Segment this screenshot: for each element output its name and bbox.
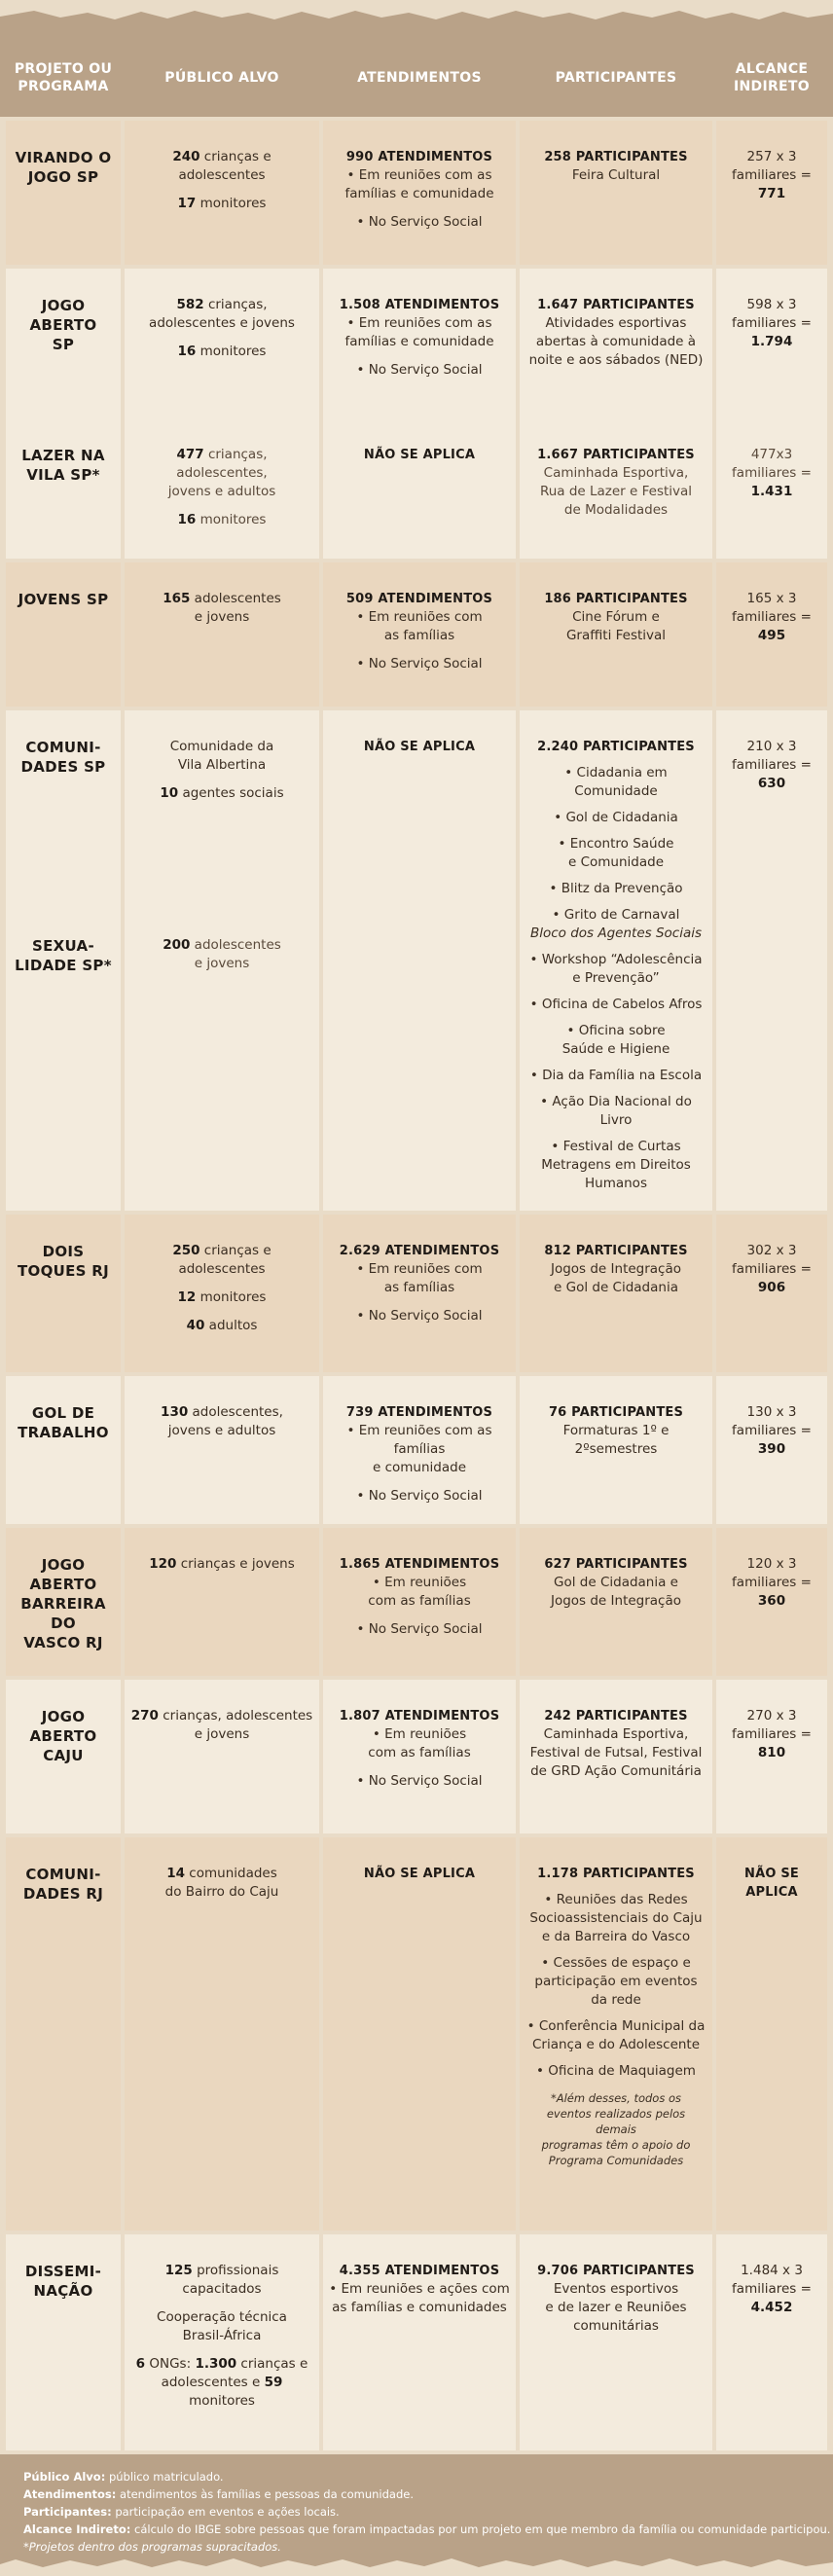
header-project: PROJETO OU PROGRAMA bbox=[14, 61, 113, 94]
public-cell: Comunidade da Vila Albertina 10 agentes sociais 200 adolescentes e jovens bbox=[125, 710, 319, 1211]
list-item: • Blitz da Prevenção bbox=[549, 881, 683, 896]
reach-cell: 257 x 3 familiares = 771 bbox=[716, 121, 827, 265]
program-name: SEXUA- LIDADE SP* bbox=[15, 937, 112, 974]
program-name: COMUNI- DADES RJ bbox=[22, 1866, 104, 1903]
program-name: DOIS TOQUES RJ bbox=[17, 1243, 110, 1280]
reach-cell: 210 x 3 familiares = 630 bbox=[716, 710, 827, 1211]
header-public: PÚBLICO ALVO bbox=[164, 70, 279, 86]
list-item: • Oficina sobre Saúde e Higiene bbox=[561, 1023, 670, 1057]
public-cell: 270 crianças, adolescentes e jovens bbox=[125, 1680, 319, 1833]
public-cell: 120 crianças e jovens bbox=[125, 1528, 319, 1676]
list-item: • Cidadania em Comunidade bbox=[564, 765, 668, 799]
reach-cell: 130 x 3 familiares = 390 bbox=[716, 1376, 827, 1524]
reach-cell: 1.484 x 3 familiares = 4.452 bbox=[716, 2234, 827, 2450]
table-row bbox=[6, 562, 827, 707]
attendance-cell: 2.629 ATENDIMENTOS • Em reuniões com as famílias • No Serviço Social bbox=[323, 1215, 516, 1372]
public-cell: 130 adolescentes, jovens e adultos bbox=[125, 1376, 319, 1524]
header-indirect-reach: ALCANCE INDIRETO bbox=[734, 61, 810, 94]
table-row bbox=[6, 121, 827, 265]
participants-cell: 242 PARTICIPANTES Caminhada Esportiva, Festival de Futsal, Festival de GRD Ação Comunitária bbox=[520, 1680, 712, 1833]
attendance-cell: 1.508 ATENDIMENTOS • Em reuniões com as famílias e comunidade • No Serviço Social NÃO SE APLICA bbox=[323, 269, 516, 559]
public-cell: 125 profissionais capacitados Cooperação técnica Brasil-África 6 ONGs: 1.300 crianças e adolescentes e 59 monitores bbox=[125, 2234, 319, 2450]
participants-cell: 2.240 PARTICIPANTES • Cidadania em Comunidade • Gol de Cidadania • Encontro Saúde e Comunidade • Blitz da Prevenção • Grito de Carnaval Bloco dos Agentes Sociais • Workshop “Adolescência e Prevenção” • Oficina de Cabelos Afros • Oficina sobre Saúde e Higiene • Dia da Família na Escola • Ação Dia Nacional do Livro • Festival de Curtas Metragens em Direitos Humanos bbox=[520, 710, 712, 1211]
participants-cell: 186 PARTICIPANTES Cine Fórum e Graffiti Festival bbox=[520, 562, 712, 707]
attendance-cell: 739 ATENDIMENTOS • Em reuniões com as famílias e comunidade • No Serviço Social bbox=[323, 1376, 516, 1524]
public-cell: 165 adolescentes e jovens bbox=[125, 562, 319, 707]
public-cell: 240 crianças e adolescentes 17 monitores bbox=[125, 121, 319, 265]
legend-footer bbox=[0, 2454, 833, 2576]
attendance-cell: 990 ATENDIMENTOS • Em reuniões com as famílias e comunidade • No Serviço Social bbox=[323, 121, 516, 265]
participants-cell: 1.647 PARTICIPANTES Atividades esportivas abertas à comunidade à noite e aos sábados (NED) 1.667 PARTICIPANTES Caminhada Esportiva, Rua de Lazer e Festival de Modalidades bbox=[520, 269, 712, 559]
torn-edge-top bbox=[0, 0, 833, 29]
torn-edge-bottom bbox=[0, 2555, 833, 2576]
participants-cell: 258 PARTICIPANTES Feira Cultural bbox=[520, 121, 712, 265]
attendance-cell: NÃO SE APLICA bbox=[323, 710, 516, 1211]
table-row bbox=[6, 1680, 827, 1833]
list-item: • Cessões de espaço e participação em eventos da rede bbox=[534, 1955, 698, 2008]
participants-cell: 627 PARTICIPANTES Gol de Cidadania e Jogos de Integração bbox=[520, 1528, 712, 1676]
participants-note: *Além desses, todos os eventos realizados pelos demais programas têm o apoio do Programa Comunidades bbox=[541, 2091, 691, 2167]
table-row bbox=[6, 1376, 827, 1524]
participants-cell: 9.706 PARTICIPANTES Eventos esportivos e de lazer e Reuniões comunitárias bbox=[520, 2234, 712, 2450]
list-item: • Oficina de Cabelos Afros bbox=[529, 997, 703, 1012]
reach-cell: 598 x 3 familiares = 1.794 477x3 familiares = 1.431 bbox=[716, 269, 827, 559]
participants-cell: 1.178 PARTICIPANTES • Reuniões das Redes Socioassistenciais do Caju e da Barreira do Vasco • Cessões de espaço e participação em eventos da rede • Conferência Municipal da Criança e do Adolescente • Oficina de Maquiagem *Além desses, todos os eventos realizados pelos demais programas têm o apoio do Programa Comunidades bbox=[520, 1837, 712, 2231]
reach-cell: 302 x 3 familiares = 906 bbox=[716, 1215, 827, 1372]
table-header bbox=[0, 0, 833, 117]
program-name: DISSEMI- NAÇÃO bbox=[24, 2263, 102, 2300]
table-row bbox=[6, 1215, 827, 1372]
list-item: • Grito de Carnaval Bloco dos Agentes Sociais bbox=[529, 907, 703, 941]
attendance-cell: NÃO SE APLICA bbox=[323, 1837, 516, 2231]
table-row bbox=[6, 1528, 827, 1676]
list-item: • Festival de Curtas Metragens em Direitos Humanos bbox=[541, 1139, 691, 1191]
program-name: JOGO ABERTO CAJU bbox=[29, 1708, 97, 1764]
program-name: GOL DE TRABALHO bbox=[18, 1404, 109, 1441]
participants-cell: 76 PARTICIPANTES Formaturas 1º e 2ºsemestres bbox=[520, 1376, 712, 1524]
header-attendance: ATENDIMENTOS bbox=[357, 70, 482, 86]
program-name: JOGO ABERTO BARREIRA DO VASCO RJ bbox=[20, 1556, 106, 1651]
attendance-cell: 509 ATENDIMENTOS • Em reuniões com as famílias • No Serviço Social bbox=[323, 562, 516, 707]
attendance-cell: 1.807 ATENDIMENTOS • Em reuniões com as famílias • No Serviço Social bbox=[323, 1680, 516, 1833]
legend-participants: Participantes: participação em eventos e ações locais. bbox=[23, 2505, 340, 2519]
list-item: • Ação Dia Nacional do Livro bbox=[540, 1094, 692, 1128]
reach-cell: 120 x 3 familiares = 360 bbox=[716, 1528, 827, 1676]
legend-footnote: *Projetos dentro dos programas supracitados. bbox=[23, 2540, 281, 2554]
list-item: • Reuniões das Redes Socioassistenciais do Caju e da Barreira do Vasco bbox=[529, 1892, 703, 1944]
table-row bbox=[6, 710, 827, 1211]
legend-attendance: Atendimentos: atendimentos às famílias e pessoas da comunidade. bbox=[23, 2487, 415, 2501]
public-cell: 582 crianças, adolescentes e jovens 16 monitores 477 crianças, adolescentes, jovens e adultos 16 monitores bbox=[125, 269, 319, 559]
participants-cell: 812 PARTICIPANTES Jogos de Integração e Gol de Cidadania bbox=[520, 1215, 712, 1372]
program-name: JOGO ABERTO SP bbox=[29, 297, 97, 353]
legend-public: Público Alvo: público matriculado. bbox=[23, 2470, 224, 2484]
table-row bbox=[6, 269, 827, 559]
list-item: • Gol de Cidadania bbox=[554, 810, 678, 825]
public-cell: 250 crianças e adolescentes 12 monitores 40 adultos bbox=[125, 1215, 319, 1372]
reach-cell: 165 x 3 familiares = 495 bbox=[716, 562, 827, 707]
list-item: • Encontro Saúde e Comunidade bbox=[558, 836, 674, 870]
legend-indirect: Alcance Indireto: cálculo do IBGE sobre pessoas que foram impactadas por um projeto em que membro da família ou comunidade participou. bbox=[23, 2522, 831, 2536]
program-name: JOVENS SP bbox=[18, 591, 109, 608]
participants-list bbox=[525, 764, 706, 1193]
attendance-cell: 1.865 ATENDIMENTOS • Em reuniões com as famílias • No Serviço Social bbox=[323, 1528, 516, 1676]
program-name: COMUNI- DADES SP bbox=[20, 739, 106, 776]
reach-cell: NÃO SE APLICA bbox=[716, 1837, 827, 2231]
program-name: LAZER NA VILA SP* bbox=[21, 447, 105, 484]
program-name: VIRANDO O JOGO SP bbox=[15, 149, 112, 186]
reach-cell: 270 x 3 familiares = 810 bbox=[716, 1680, 827, 1833]
list-item: • Conferência Municipal da Criança e do Adolescente bbox=[526, 2018, 706, 2052]
participants-list bbox=[525, 1891, 706, 2081]
header-participants: PARTICIPANTES bbox=[555, 70, 677, 86]
public-cell: 14 comunidades do Bairro do Caju bbox=[125, 1837, 319, 2231]
table-row bbox=[6, 2234, 827, 2450]
table-row bbox=[6, 1837, 827, 2231]
list-item: • Workshop “Adolescência e Prevenção” bbox=[529, 952, 703, 986]
list-item: • Oficina de Maquiagem bbox=[536, 2063, 696, 2079]
attendance-cell: 4.355 ATENDIMENTOS • Em reuniões e ações com as famílias e comunidades bbox=[323, 2234, 516, 2450]
list-item: • Dia da Família na Escola bbox=[529, 1068, 703, 1083]
